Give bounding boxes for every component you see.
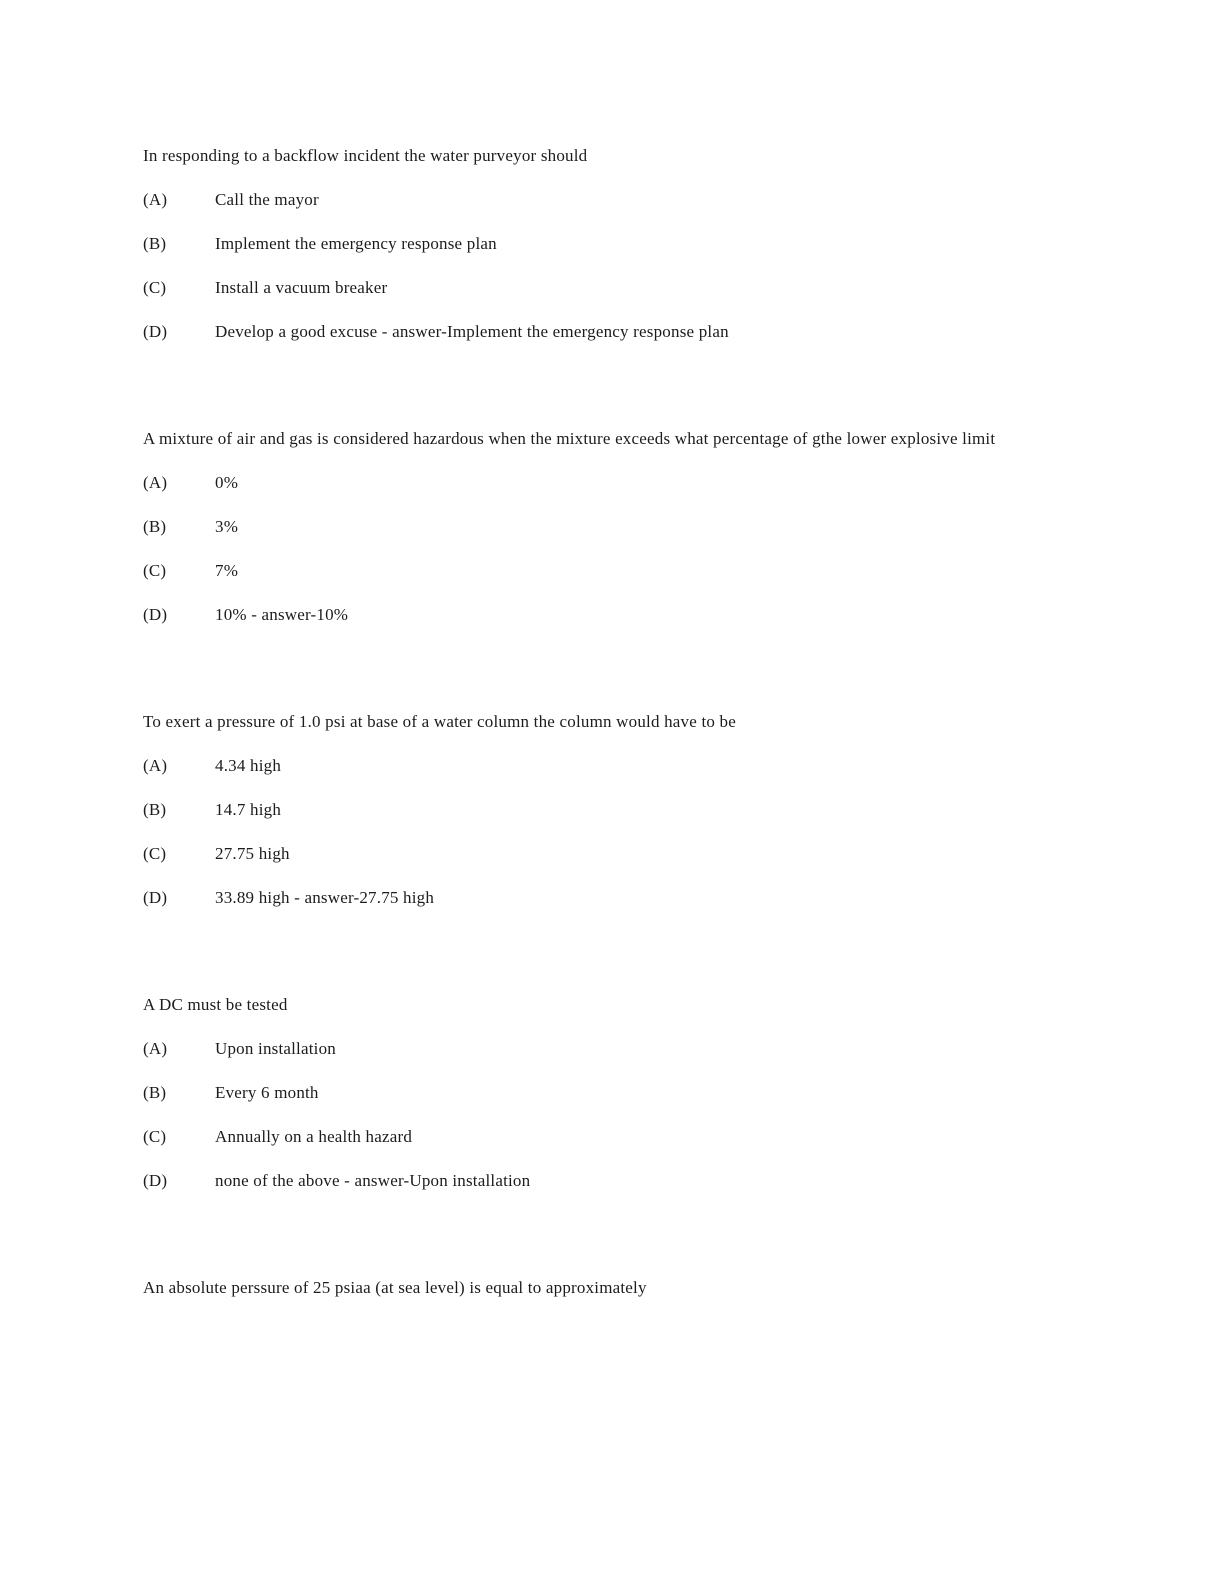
option-text: 7%	[215, 561, 239, 580]
option-letter: (C)	[143, 561, 167, 580]
question-block	[143, 146, 1124, 342]
option-text: 27.75 high	[215, 844, 290, 863]
option-row	[143, 517, 1124, 537]
option-row	[143, 234, 1124, 254]
option-letter: (C)	[143, 278, 167, 297]
question-text: A mixture of air and gas is considered hazardous when the mixture exceeds what percentage of gthe lower explosive limit	[143, 429, 996, 448]
option-row	[143, 278, 1124, 298]
option-letter: (A)	[143, 473, 168, 492]
option-letter: (B)	[143, 800, 167, 819]
option-letter: (A)	[143, 756, 168, 775]
question-text: An absolute perssure of 25 psiaa (at sea level) is equal to approximately	[143, 1278, 647, 1297]
option-text: Every 6 month	[215, 1083, 319, 1102]
option-letter: (C)	[143, 844, 167, 863]
option-letter: (D)	[143, 322, 168, 341]
option-row	[143, 322, 1124, 342]
question-text: To exert a pressure of 1.0 psi at base of a water column the column would have to be	[143, 712, 736, 731]
option-row	[143, 1171, 1124, 1191]
option-text: 4.34 high	[215, 756, 282, 775]
option-text: 14.7 high	[215, 800, 282, 819]
option-letter: (D)	[143, 888, 168, 907]
option-row	[143, 888, 1124, 908]
option-text: 3%	[215, 517, 239, 536]
option-row	[143, 1083, 1124, 1103]
option-row	[143, 756, 1124, 776]
option-text: 10% - answer-10%	[215, 605, 349, 624]
question-block	[143, 712, 1124, 908]
option-row	[143, 844, 1124, 864]
option-text: Annually on a health hazard	[215, 1127, 413, 1146]
question-text: In responding to a backflow incident the water purveyor should	[143, 146, 588, 165]
option-text: Upon installation	[215, 1039, 336, 1058]
option-row	[143, 1127, 1124, 1147]
question-text: A DC must be tested	[143, 995, 288, 1014]
question-block	[143, 995, 1124, 1191]
option-row	[143, 605, 1124, 625]
option-letter: (D)	[143, 605, 168, 624]
option-row	[143, 190, 1124, 210]
option-letter: (A)	[143, 190, 168, 209]
option-letter: (B)	[143, 1083, 167, 1102]
option-text: Implement the emergency response plan	[215, 234, 497, 253]
option-text: Call the mayor	[215, 190, 319, 209]
option-text: Develop a good excuse - answer-Implement the emergency response plan	[215, 322, 729, 341]
option-row	[143, 561, 1124, 581]
question-block	[143, 1278, 1124, 1298]
option-row	[143, 1039, 1124, 1059]
option-text: 33.89 high - answer-27.75 high	[215, 888, 435, 907]
option-letter: (D)	[143, 1171, 168, 1190]
option-letter: (C)	[143, 1127, 167, 1146]
option-text: none of the above - answer-Upon installation	[215, 1171, 531, 1190]
option-text: 0%	[215, 473, 239, 492]
option-letter: (B)	[143, 517, 167, 536]
option-letter: (A)	[143, 1039, 168, 1058]
option-text: Install a vacuum breaker	[215, 278, 388, 297]
option-row	[143, 800, 1124, 820]
question-block	[143, 429, 1124, 625]
option-row	[143, 473, 1124, 493]
option-letter: (B)	[143, 234, 167, 253]
